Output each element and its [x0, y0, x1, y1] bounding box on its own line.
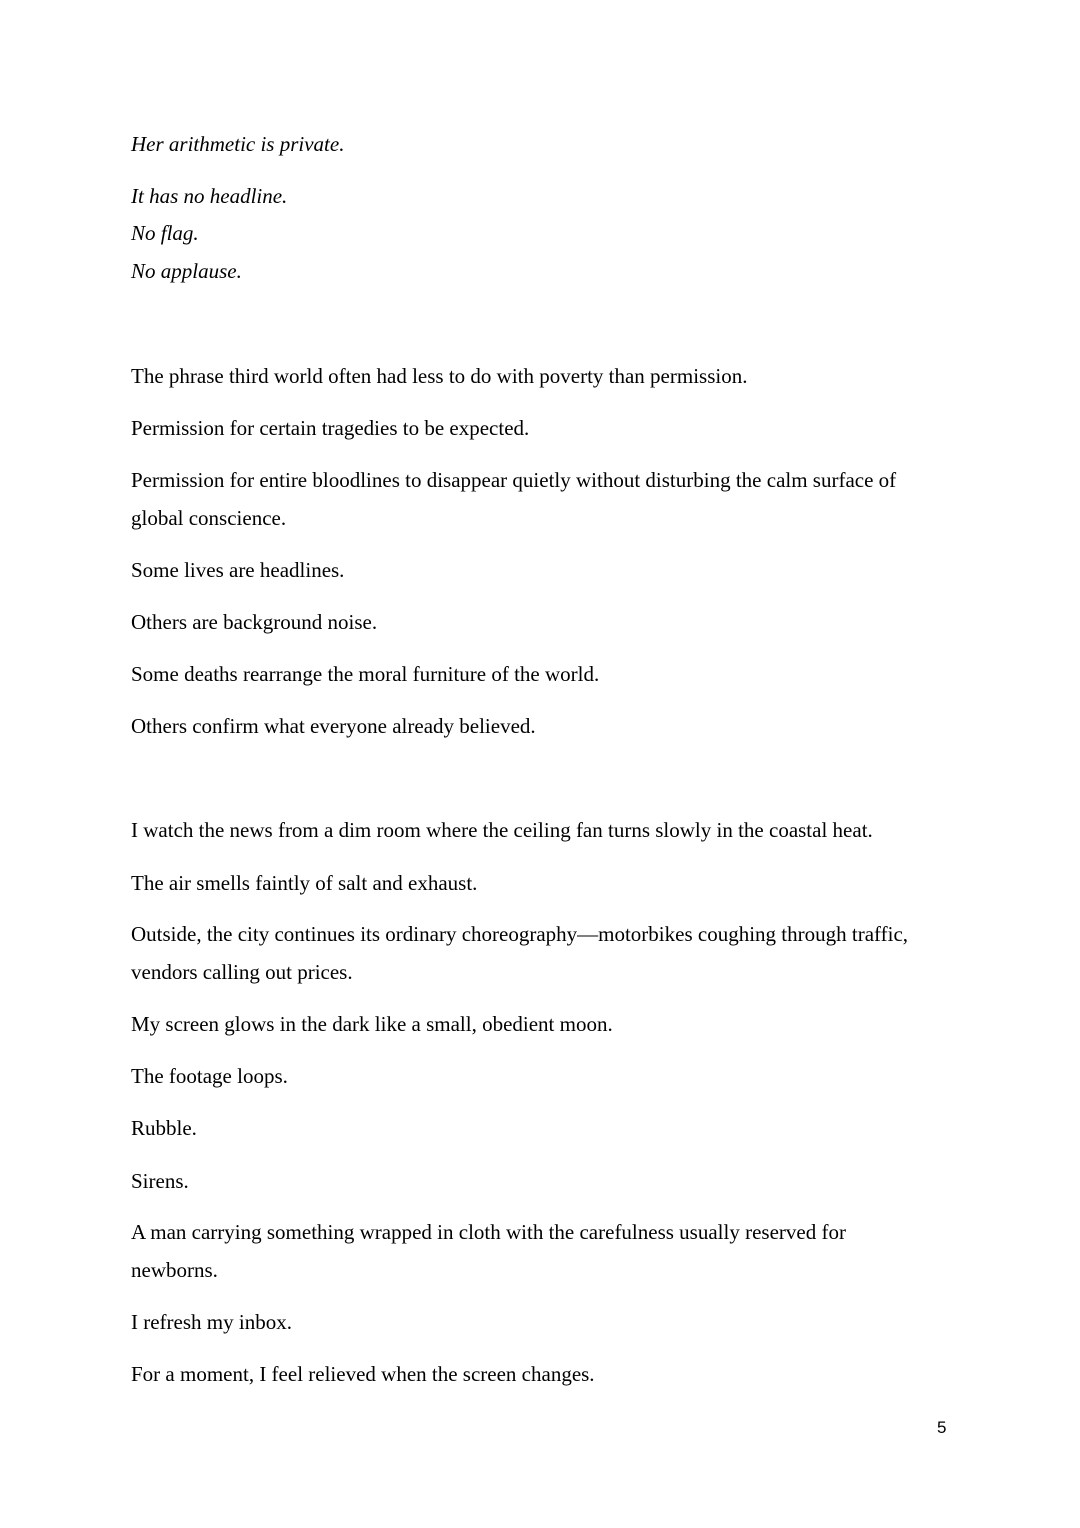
paragraph-line: Others are background noise. — [131, 610, 378, 634]
paragraph-line: vendors calling out prices. — [131, 960, 353, 984]
paragraph-line: My screen glows in the dark like a small, obedient moon. — [131, 1012, 613, 1036]
paragraph-line: Some deaths rearrange the moral furniture of the world. — [131, 662, 600, 686]
italic-line: Her arithmetic is private. — [131, 132, 345, 156]
paragraph-line: Permission for entire bloodlines to disappear quietly without disturbing the calm surface of — [131, 468, 897, 492]
paragraph-line: Some lives are headlines. — [131, 558, 345, 582]
paragraph-line: I watch the news from a dim room where the ceiling fan turns slowly in the coastal heat. — [131, 818, 873, 842]
paragraph-line: Permission for certain tragedies to be expected. — [131, 416, 530, 440]
paragraph-line: For a moment, I feel relieved when the screen changes. — [131, 1362, 595, 1386]
paragraph-line: Outside, the city continues its ordinary choreography—motorbikes coughing through traffic, — [131, 922, 909, 946]
paragraph-line: newborns. — [131, 1258, 218, 1282]
italic-line: No applause. — [131, 259, 242, 283]
paragraph-line: A man carrying something wrapped in cloth with the carefulness usually reserved for — [131, 1220, 846, 1244]
paragraph-line: Sirens. — [131, 1169, 189, 1193]
page-number: 5 — [937, 1418, 947, 1437]
paragraph-line: The phrase third world often had less to do with poverty than permission. — [131, 364, 748, 388]
paragraph-line: Others confirm what everyone already believed. — [131, 714, 536, 738]
paragraph-line: global conscience. — [131, 506, 287, 530]
italic-line: It has no headline. — [131, 184, 288, 208]
italic-line: No flag. — [131, 221, 199, 245]
paragraph-line: The footage loops. — [131, 1064, 288, 1088]
paragraph-line: The air smells faintly of salt and exhaust. — [131, 871, 478, 895]
paragraph-line: Rubble. — [131, 1116, 197, 1140]
paragraph-line: I refresh my inbox. — [131, 1310, 292, 1334]
